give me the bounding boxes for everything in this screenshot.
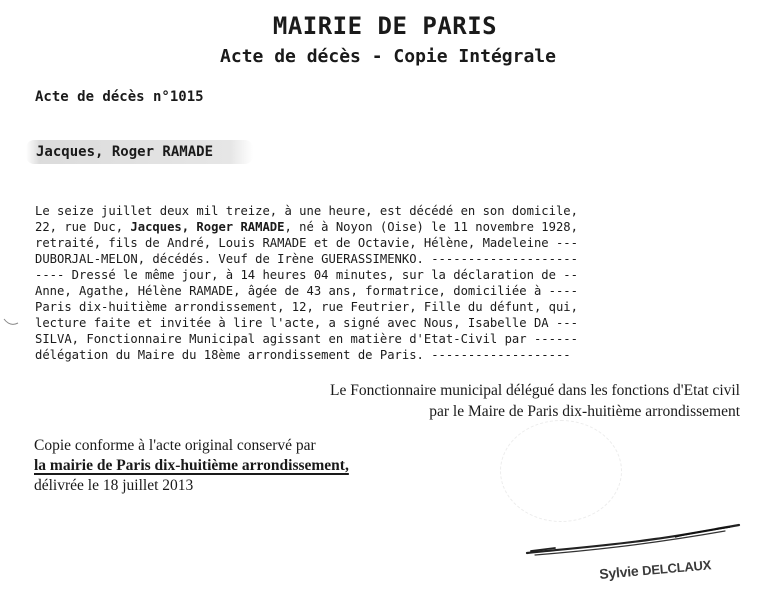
signer-last-name: DELCLAUX (641, 557, 712, 579)
faint-stamp-icon (500, 420, 622, 522)
act-body-text (35, 203, 695, 363)
copy-notice-line-1: Copie conforme à l'acte original conservé par (34, 437, 316, 454)
body-line: délégation du Maire du 18ème arrondissement de Paris. ------------------- (35, 348, 571, 362)
body-line: Anne, Agathe, Hélène RAMADE, âgée de 43 ans, formatrice, domiciliée à ---- (35, 284, 578, 298)
body-line: DUBORJAL-MELON, décédés. Veuf de Irène GUERASSIMENKO. -------------------- (35, 252, 578, 266)
officer-title-line-1: Le Fonctionnaire municipal délégué dans les fonctions d'Etat civil (330, 382, 740, 399)
body-line: Le seize juillet deux mil treize, à une heure, est décédé en son domicile, (35, 204, 578, 218)
signer-first-name: Sylvie (598, 562, 640, 582)
deceased-name: Jacques, Roger RAMADE (36, 144, 214, 160)
handwritten-signature-icon (525, 515, 745, 565)
body-line: lecture faite et invitée à lire l'acte, a signé avec Nous, Isabelle DA --- (35, 316, 578, 330)
deceased-name-highlight (26, 140, 253, 164)
body-line: retraité, fils de André, Louis RAMADE et de Octavie, Hélène, Madeleine --- (35, 236, 578, 250)
document-subtitle: Acte de décès - Copie Intégrale (220, 46, 556, 67)
body-line: 22, rue Duc, Jacques, Roger RAMADE, né à Noyon (Oise) le 11 novembre 1928, (35, 220, 578, 234)
act-number: Acte de décès n°1015 (35, 89, 204, 105)
body-line: ---- Dressé le même jour, à 14 heures 04 minutes, sur la déclaration de -- (35, 268, 578, 282)
officer-signature-block (330, 380, 740, 422)
document-title: MAIRIE DE PARIS (272, 12, 498, 40)
deceased-name-inline: Jacques, Roger RAMADE (130, 220, 285, 234)
punch-mark-icon (2, 315, 20, 329)
copy-notice-authority: la mairie de Paris dix-huitième arrondissement, (34, 457, 349, 474)
officer-title-line-2: par le Maire de Paris dix-huitième arrondissement (429, 403, 740, 420)
copy-notice (34, 436, 349, 496)
copy-notice-date: délivrée le 18 juillet 2013 (34, 477, 194, 494)
body-line: SILVA, Fonctionnaire Municipal agissant en matière d'Etat-Civil par ------ (35, 332, 578, 346)
body-line: Paris dix-huitième arrondissement, 12, rue Feutrier, Fille du défunt, qui, (35, 300, 578, 314)
